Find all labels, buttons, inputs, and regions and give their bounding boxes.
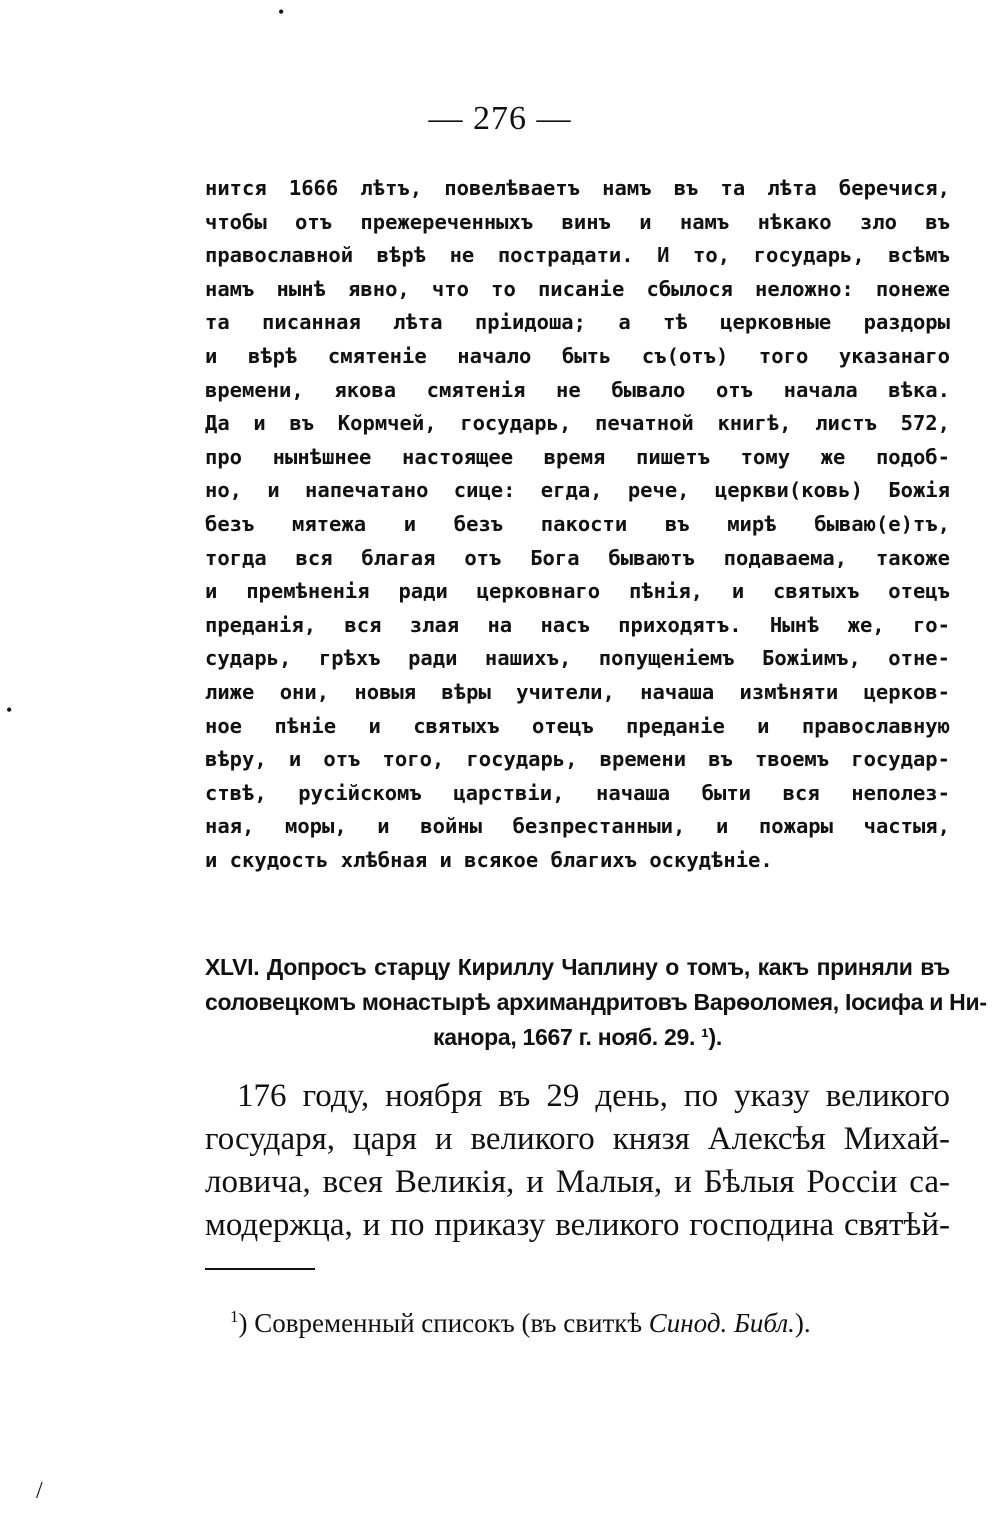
body-text-line: сударь, грѣхъ ради нашихъ, попущеніемъ Божіимъ, отне- [205,646,950,671]
body-text [205,172,950,877]
footnote-end: ). [794,1308,811,1338]
footnote [230,1300,950,1340]
body-text-line: ствѣ, русійскомъ царствіи, начаша быти вся неполез- [205,780,950,805]
body-text-line: и вѣрѣ смятеніе начало быть съ(отъ) того указанаго [205,343,950,368]
body-text-line: православной вѣрѣ не пострадати. И то, государь, всѣмъ [205,243,950,268]
document-text-line: модержца, и по приказу великого господина святѣй- [205,1207,950,1243]
document-text-line: государя, царя и великого князя Алексѣя Михай- [205,1121,950,1157]
body-text-line: ное пѣніе и святыхъ отецъ преданіе и православную [205,713,950,738]
body-text-line: ная, моры, и войны безпрестанныи, и пожары частыя, [205,814,950,839]
body-text-line: преданія, вся злая на насъ приходятъ. Нынѣ же, го- [205,612,950,637]
document-text [205,1075,950,1247]
body-text-line: Да и въ Кормчей, государь, печатной книгѣ, листъ 572, [205,411,950,436]
print-speck: • [6,700,13,720]
document-text-line: ловича, всея Великія, и Малыя, и Бѣлыя Россіи са- [205,1164,950,1200]
body-text-line: вѣру, и отъ того, государь, времени въ твоемъ государ- [205,747,950,772]
section-heading-line: канора, 1667 г. нояб. 29. ¹). [433,1024,722,1050]
print-speck: / [36,1478,43,1504]
body-text-line: но, и напечатано сице: егда, рече, церкви(ковь) Божія [205,478,950,503]
section-heading [205,950,987,1055]
footnote-marker: 1 [230,1307,239,1326]
print-speck: • [278,2,285,22]
document-text-line: 176 году, ноября въ 29 день, по указу великого [237,1078,950,1114]
footnote-divider [205,1268,315,1270]
body-text-line: та писанная лѣта пріидоша; а тѣ церковные раздоры [205,310,950,335]
body-text-line: и скудость хлѣбная и всякое благихъ оскудѣніе. [205,847,773,872]
footnote-source: Синод. Библ. [648,1308,795,1338]
section-heading-line: соловецкомъ монастырѣ архимандритовъ Варѳоломея, Іосифа и Ни- [205,989,987,1015]
section-heading-line: XLVI. Допросъ старцу Кириллу Чаплину о томъ, какъ приняли въ [205,954,950,980]
body-text-line: времени, якова смятенія не бывало отъ начала вѣка. [205,377,950,402]
body-text-line: безъ мятежа и безъ пакости въ мирѣ бываю(е)тъ, [205,511,950,536]
body-text-line: намъ нынѣ явно, что то писаніе сбылося неложно: понеже [205,276,950,301]
footnote-text: ) Современный списокъ (въ свиткѣ [238,1308,649,1338]
body-text-line: про нынѣшнее настоящее время пишетъ тому же подоб- [205,444,950,469]
body-text-line: лиже они, новыя вѣры учители, начаша измѣняти церков- [205,679,950,704]
body-text-line: нится 1666 лѣтъ, повелѣваетъ намъ въ та лѣта беречися, [205,176,950,200]
page-number: — 276 — [428,100,572,137]
body-text-line: тогда вся благая отъ Бога бываютъ подаваема, такоже [205,545,950,570]
body-text-line: чтобы отъ прежереченныхъ винъ и намъ нѣкако зло въ [205,209,950,234]
body-text-line: и премѣненія ради церковнаго пѣнія, и святыхъ отецъ [205,579,950,604]
